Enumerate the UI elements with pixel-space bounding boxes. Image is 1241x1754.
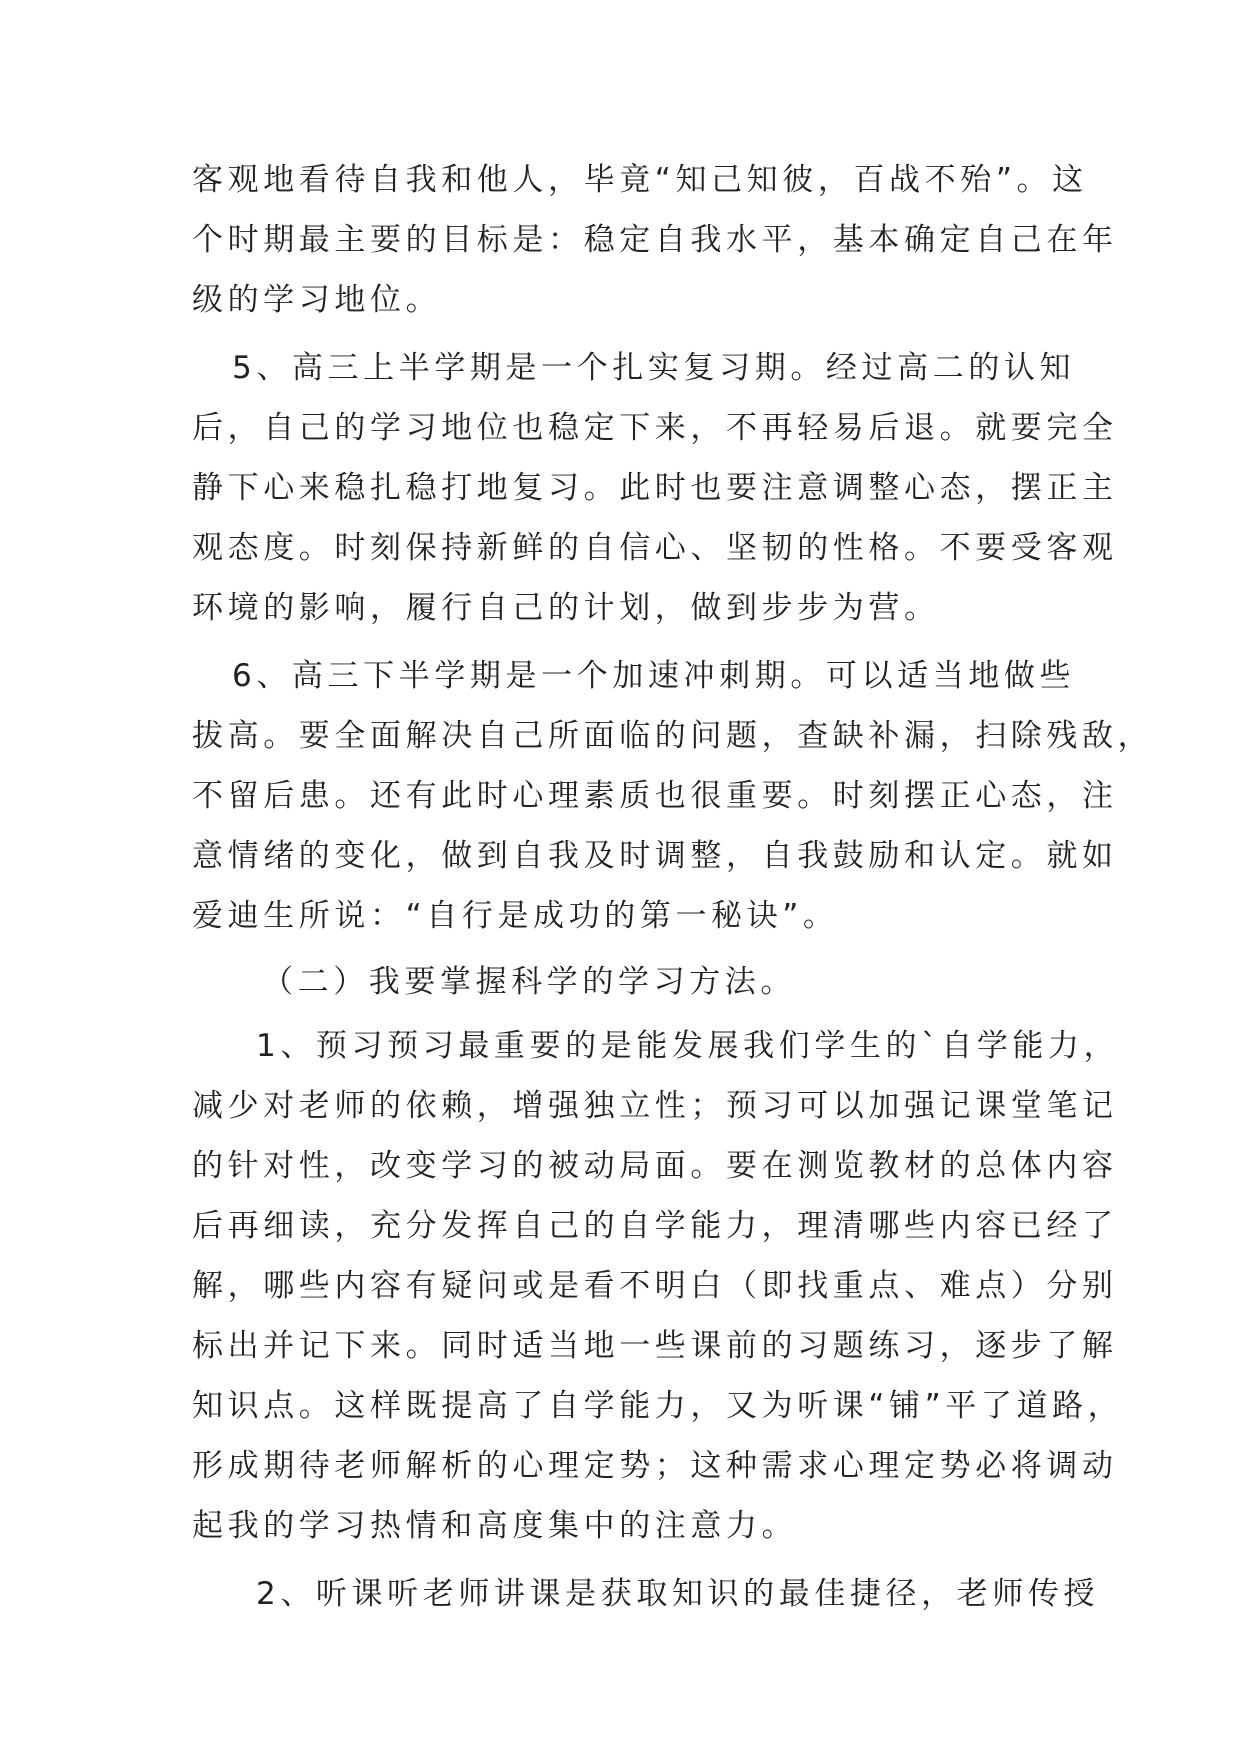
text-line: 环境的影响，履行自己的计划，做到步步为营。 bbox=[192, 590, 940, 626]
text-line: 后再细读，充分发挥自己的自学能力，理清哪些内容已经了 bbox=[192, 1208, 1118, 1244]
text-line: 静下心来稳扎稳打地复习。此时也要注意调整心态，摆正主 bbox=[192, 470, 1118, 506]
text-line: 标出并记下来。同时适当地一些课前的习题练习，逐步了解 bbox=[192, 1328, 1118, 1364]
text-line: 意情绪的变化，做到自我及时调整，自我鼓励和认定。就如 bbox=[192, 838, 1118, 874]
text-line: 个时期最主要的目标是：稳定自我水平，基本确定自己在年 bbox=[192, 222, 1118, 258]
section-heading: （二）我要掌握科学的学习方法。 bbox=[262, 964, 796, 1000]
text-line: 减少对老师的依赖，增强独立性；预习可以加强记课堂笔记 bbox=[192, 1088, 1118, 1124]
text-line: 级的学习地位。 bbox=[192, 282, 442, 318]
text-line: 形成期待老师解析的心理定势；这种需求心理定势必将调动 bbox=[192, 1448, 1118, 1484]
text-line: 观态度。时刻保持新鲜的自信心、坚韧的性格。不要受客观 bbox=[192, 530, 1118, 566]
text-line: 拔高。要全面解决自己所面临的问题，查缺补漏，扫除残敌， bbox=[192, 718, 1154, 754]
text-line: 客观地看待自我和他人，毕竟“知己知彼，百战不殆”。这 bbox=[192, 162, 1088, 198]
paragraph-start-line: 5、高三上半学期是一个扎实复习期。经过高二的认知 bbox=[232, 350, 1076, 386]
text-line: 解，哪些内容有疑问或是看不明白（即找重点、难点）分别 bbox=[192, 1268, 1118, 1304]
text-line: 知识点。这样既提高了自学能力，又为听课“铺”平了道路， bbox=[192, 1388, 1124, 1424]
text-line: 不留后患。还有此时心理素质也很重要。时刻摆正心态，注 bbox=[192, 778, 1118, 814]
paragraph-start-line: 1、预习预习最重要的是能发展我们学生的`自学能力， bbox=[256, 1028, 1120, 1064]
text-line: 的针对性，改变学习的被动局面。要在测览教材的总体内容 bbox=[192, 1148, 1118, 1184]
text-line: 起我的学习热情和高度集中的注意力。 bbox=[192, 1508, 798, 1544]
paragraph-start-line: 2、听课听老师讲课是获取知识的最佳捷径，老师传授 bbox=[256, 1576, 1100, 1612]
text-line: 后，自己的学习地位也稳定下来，不再轻易后退。就要完全 bbox=[192, 410, 1118, 446]
paragraph-start-line: 6、高三下半学期是一个加速冲刺期。可以适当地做些 bbox=[232, 658, 1076, 694]
text-line: 爱迪生所说：“自行是成功的第一秘诀”。 bbox=[192, 898, 839, 934]
